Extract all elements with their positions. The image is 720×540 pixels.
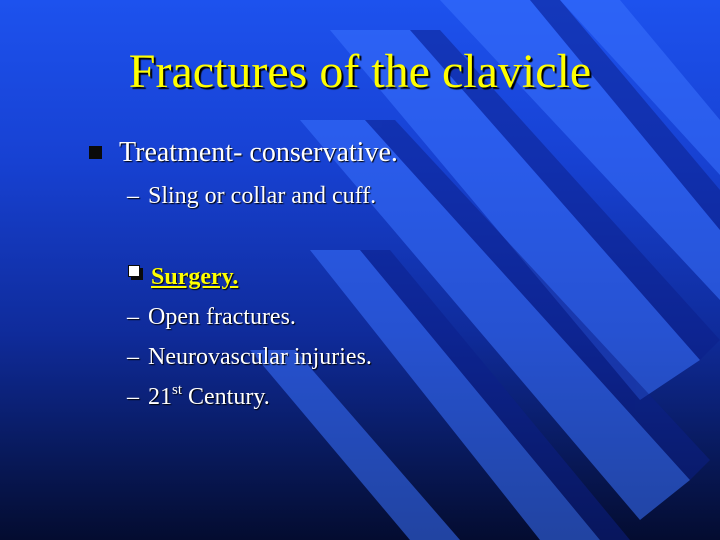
bullet-treatment: Treatment- conservative. — [119, 137, 398, 168]
dash-icon: – — [127, 304, 139, 330]
sub-item-neurovascular: Neurovascular injuries. — [148, 344, 372, 370]
sub-item-century — [148, 382, 270, 412]
dash-icon: – — [127, 344, 139, 370]
century-suffix: st — [172, 382, 183, 398]
century-number: 21 — [148, 384, 172, 410]
slide-title: Fractures of the clavicle — [128, 45, 592, 98]
square-bullet-icon — [89, 146, 102, 159]
sub-item-open-fractures: Open fractures. — [148, 304, 296, 330]
century-text: Century. — [182, 384, 270, 410]
checkbox-bullet-icon — [128, 265, 143, 280]
surgery-heading: Surgery. — [151, 264, 239, 290]
dash-icon: – — [127, 183, 139, 209]
dash-icon: – — [127, 384, 139, 410]
sub-item-sling: Sling or collar and cuff. — [148, 183, 377, 209]
